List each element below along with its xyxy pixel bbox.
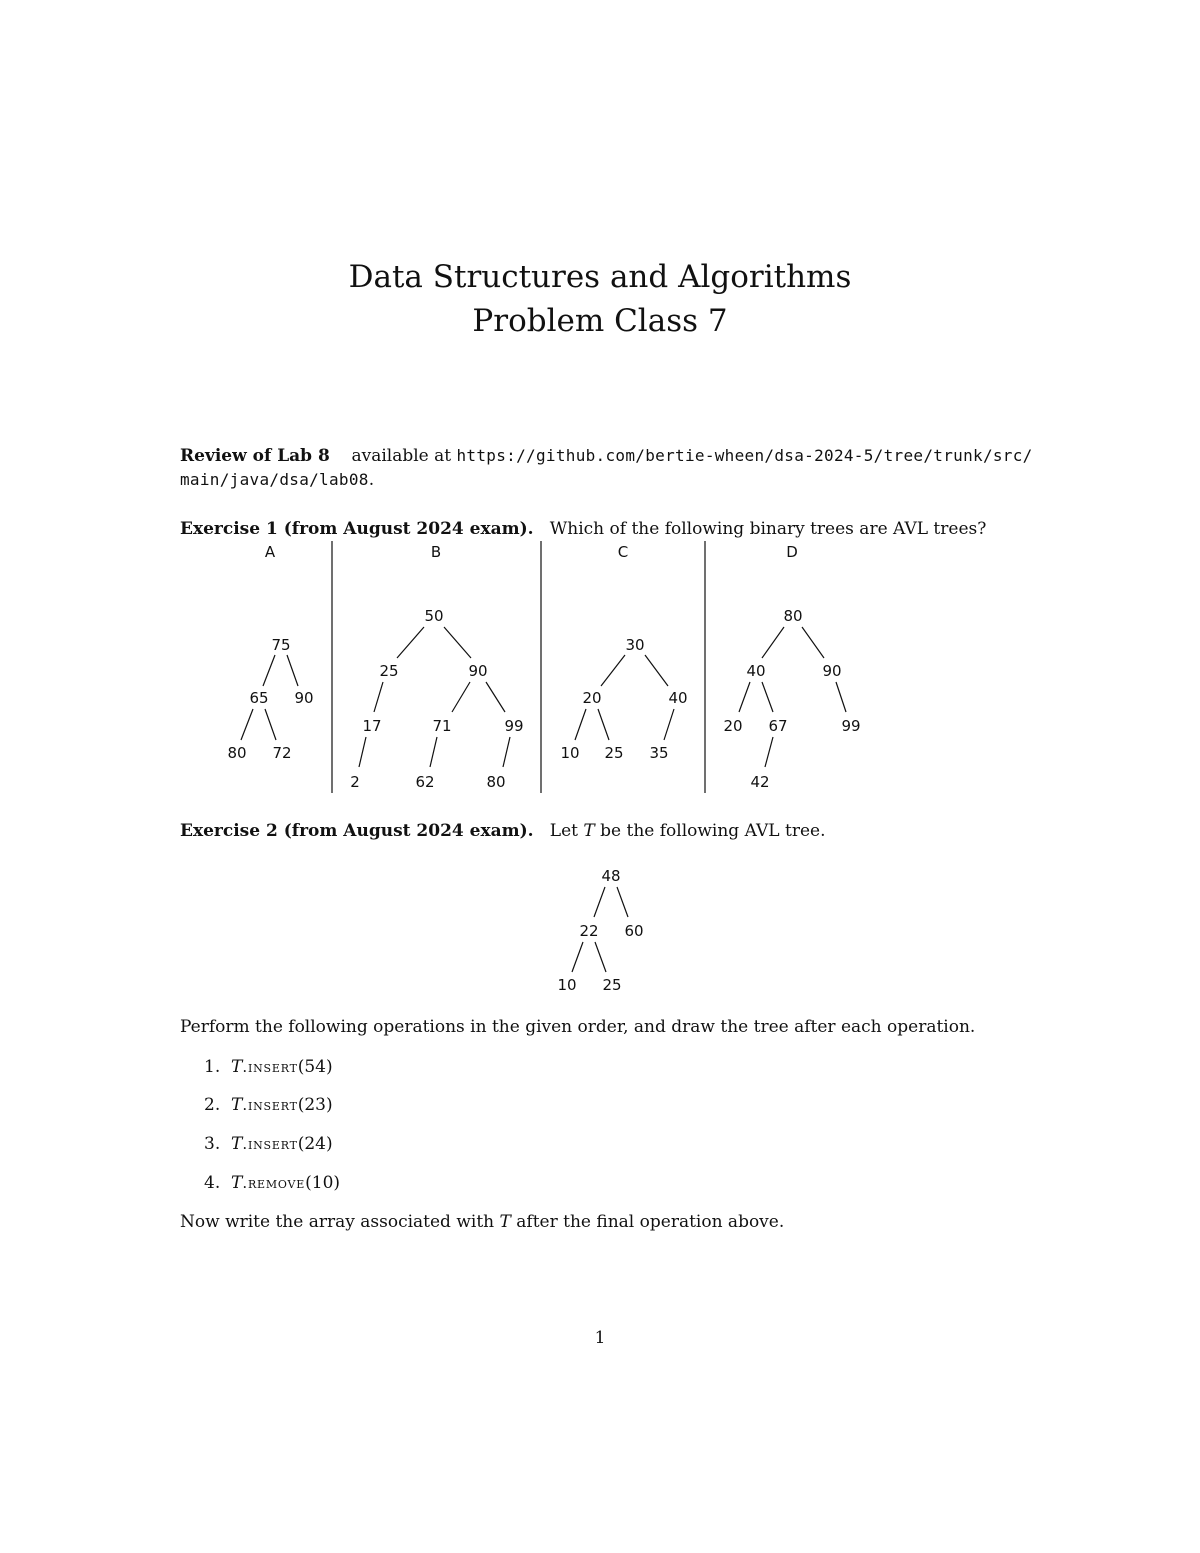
tree-edge	[802, 627, 824, 658]
variable-t: T	[583, 821, 595, 841]
lab-url-part2[interactable]: main/java/dsa/lab08	[180, 470, 369, 489]
tree-node: 25	[379, 662, 399, 680]
exercise2-intro: Let	[549, 821, 578, 841]
tree-edge	[503, 737, 510, 767]
tree-edge	[241, 709, 253, 740]
exercise2-tree	[557, 867, 643, 994]
review-text: available at	[351, 446, 452, 466]
tree-edge	[572, 942, 583, 972]
operation-item	[204, 1171, 340, 1195]
operation-item	[204, 1132, 333, 1156]
tree-c	[560, 636, 687, 762]
tree-edge	[645, 655, 668, 686]
tree-edge	[617, 887, 628, 917]
tree-node: 2	[350, 773, 360, 791]
variable-t: T	[231, 1173, 243, 1193]
tree-label-b: B	[430, 543, 442, 561]
tree-edge	[430, 737, 437, 767]
tree-node: 25	[604, 744, 624, 762]
list-number: 1.	[204, 1057, 221, 1077]
tree-edge	[452, 682, 470, 712]
tree-edge	[739, 682, 750, 712]
tree-edge	[836, 682, 846, 712]
tree-node: 90	[294, 689, 314, 707]
tree-node: 80	[486, 773, 506, 791]
variable-t: T	[231, 1095, 243, 1115]
tree-node: 42	[750, 773, 770, 791]
operation-name: .insert	[242, 1135, 298, 1153]
page-number: 1	[594, 1328, 606, 1348]
tree-edge	[664, 709, 674, 740]
review-period: .	[368, 470, 375, 490]
tree-node: 80	[227, 744, 247, 762]
tree-node: 90	[822, 662, 842, 680]
lab-url-part1[interactable]: https://github.com/bertie-wheen/dsa-2024-5/tree/trunk/src/	[456, 446, 1033, 465]
operation-name: .remove	[242, 1174, 306, 1192]
tree-node: 20	[582, 689, 602, 707]
tree-edge	[287, 655, 298, 686]
tree-node: 71	[432, 717, 452, 735]
tree-edge	[359, 737, 366, 767]
tree-node: 99	[504, 717, 524, 735]
tree-edge	[486, 682, 505, 712]
tree-a	[227, 636, 313, 762]
operation-item	[204, 1055, 333, 1079]
review-heading: Review of Lab 8	[180, 446, 330, 466]
tree-edge	[598, 709, 609, 740]
final-text: Now write the array associated with	[180, 1212, 495, 1232]
tree-node: 80	[783, 607, 803, 625]
operation-arg: (10)	[305, 1173, 341, 1193]
tree-node: 99	[841, 717, 861, 735]
tree-d	[723, 607, 860, 791]
tree-edge	[575, 709, 586, 740]
tree-edge	[263, 655, 275, 686]
list-number: 2.	[204, 1095, 221, 1115]
tree-node: 35	[649, 744, 669, 762]
tree-node: 30	[625, 636, 645, 654]
operation-name: .insert	[242, 1096, 298, 1114]
variable-t: T	[231, 1057, 243, 1077]
tree-edge	[595, 942, 606, 972]
tree-node: 72	[272, 744, 292, 762]
tree-node: 67	[768, 717, 788, 735]
final-instruction	[180, 1210, 784, 1234]
tree-node: 62	[415, 773, 435, 791]
exercise2-instruction: Perform the following operations in the given order, and draw the tree after each operation.	[180, 1017, 976, 1037]
tree-edge	[601, 655, 625, 686]
tree-node: 48	[601, 867, 621, 885]
exercise2-paragraph	[180, 819, 825, 843]
tree-edge	[762, 627, 784, 658]
tree-node: 10	[560, 744, 580, 762]
tree-node: 90	[468, 662, 488, 680]
exercise2-heading: Exercise 2 (from August 2024 exam).	[180, 821, 534, 841]
tree-node: 22	[579, 922, 599, 940]
tree-label-d: D	[786, 543, 798, 561]
tree-node: 25	[602, 976, 622, 994]
list-number: 4.	[204, 1173, 221, 1193]
operation-arg: (23)	[297, 1095, 333, 1115]
operation-arg: (24)	[297, 1134, 333, 1154]
final-text-end: after the final operation above.	[516, 1212, 785, 1232]
tree-edge	[397, 627, 424, 658]
operation-arg: (54)	[297, 1057, 333, 1077]
tree-node: 60	[624, 922, 644, 940]
document-subtitle: Problem Class 7	[472, 303, 728, 339]
tree-node: 20	[723, 717, 743, 735]
tree-label-c: C	[617, 543, 629, 561]
exercise2-intro-end: be the following AVL tree.	[600, 821, 826, 841]
tree-node: 50	[424, 607, 444, 625]
document-title: Data Structures and Algorithms	[348, 259, 852, 295]
tree-edge	[765, 737, 773, 767]
exercise1-heading: Exercise 1 (from August 2024 exam).	[180, 519, 534, 539]
tree-node: 40	[668, 689, 688, 707]
tree-label-a: A	[264, 543, 276, 561]
tree-node: 75	[271, 636, 291, 654]
variable-t: T	[499, 1212, 511, 1232]
operation-name: .insert	[242, 1058, 298, 1076]
exercise1-question: Which of the following binary trees are AVL trees?	[549, 519, 987, 539]
tree-node: 65	[249, 689, 269, 707]
operation-item	[204, 1093, 333, 1117]
tree-edge	[594, 887, 605, 917]
tree-node: 10	[557, 976, 577, 994]
tree-node: 17	[362, 717, 382, 735]
tree-edge	[762, 682, 773, 712]
list-number: 3.	[204, 1134, 221, 1154]
tree-b	[350, 607, 523, 791]
tree-node: 40	[746, 662, 766, 680]
tree-edge	[265, 709, 276, 740]
tree-edge	[374, 682, 383, 712]
variable-t: T	[231, 1134, 243, 1154]
tree-edge	[444, 627, 471, 658]
